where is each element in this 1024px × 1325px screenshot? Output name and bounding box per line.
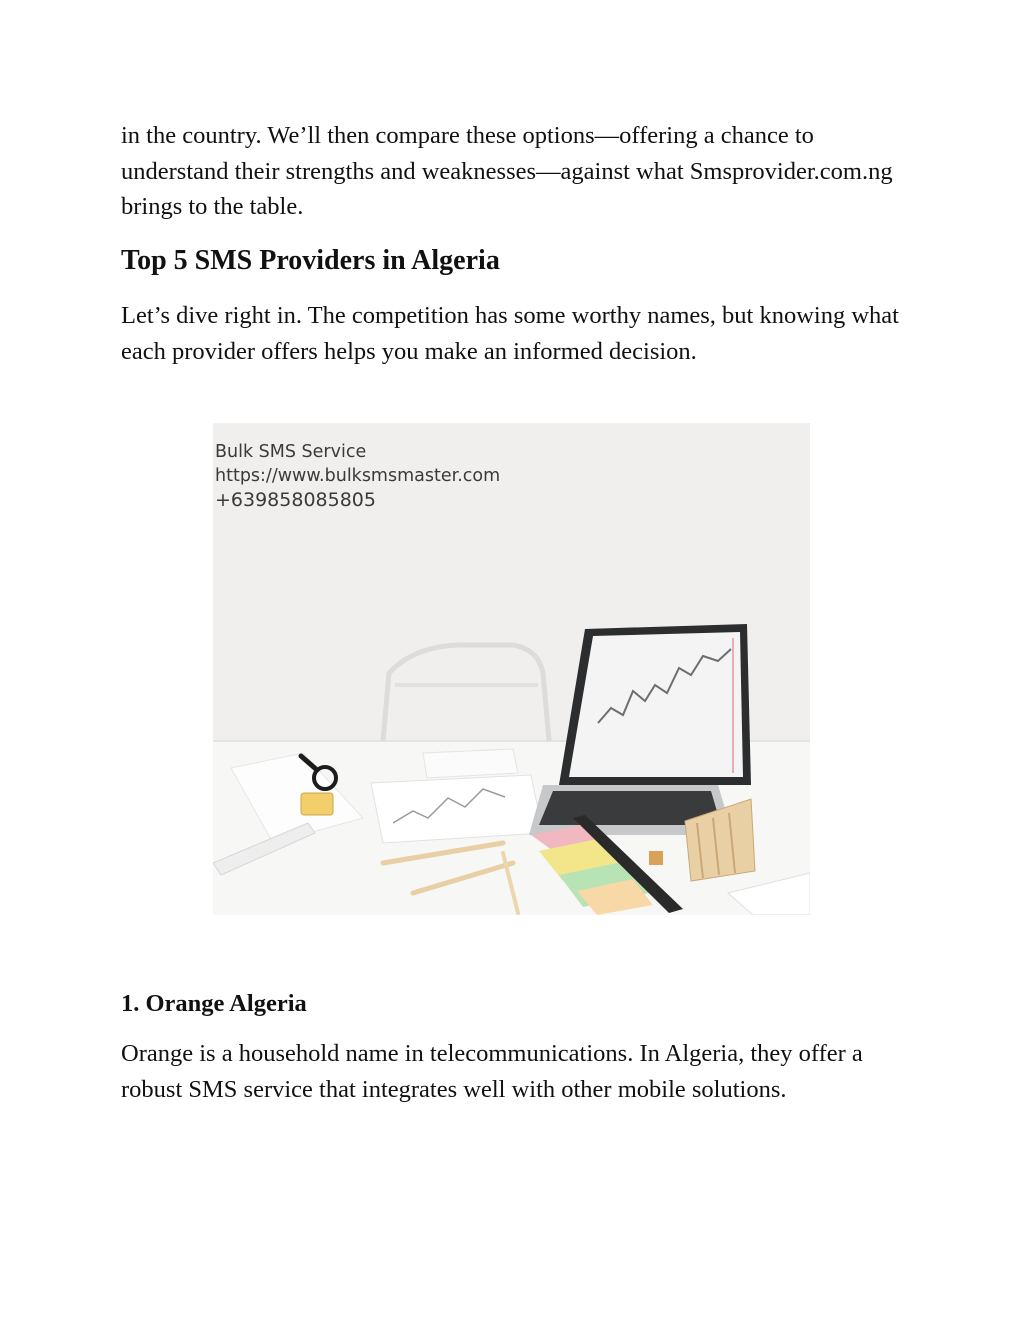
section-paragraph: Let’s dive right in. The competition has some worthy names, but knowing what each provider offers helps you make an informed decision. [121,302,899,365]
caption-line-url: https://www.bulksmsmaster.com [215,466,501,486]
photo-caption [215,440,500,512]
caption-line-service: Bulk SMS Service [215,442,367,462]
item-heading: 1. Orange Algeria [121,990,307,1017]
section-heading: Top 5 SMS Providers in Algeria [121,245,500,276]
laptop-desk-photo [213,423,810,915]
intro-paragraph: in the country. We’ll then compare these options—offering a chance to understand their strengths and weaknesses—against what Smsprovider.com.ng brings to the table. [121,122,893,220]
caption-line-phone: +639858085805 [215,489,376,511]
item-paragraph: Orange is a household name in telecommunications. In Algeria, they offer a robust SMS service that integrates well with other mobile solutions. [121,1040,863,1103]
